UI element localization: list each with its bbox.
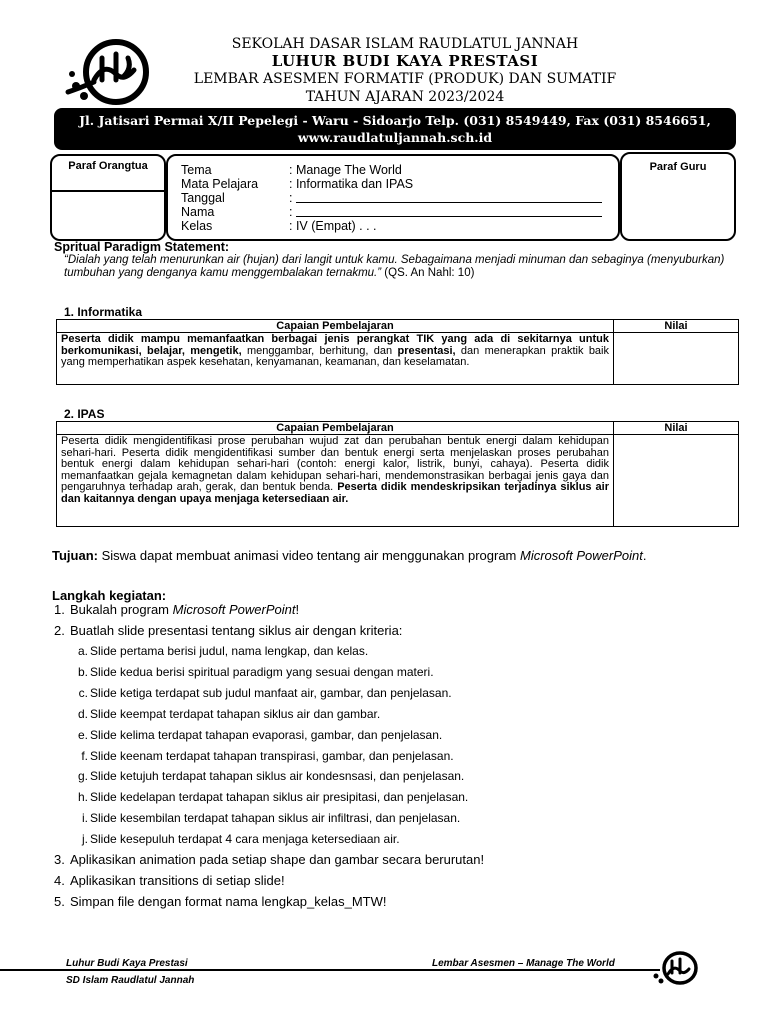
footer-logo-icon: [650, 950, 700, 986]
student-info-box: [166, 154, 620, 241]
school-motto: LUHUR BUDI KAYA PRESTASI: [271, 52, 539, 70]
spiritual-title: Spritual Paradigm Statement:: [54, 240, 230, 254]
ipas-nilai-cell[interactable]: [614, 435, 739, 527]
step-1: 1. Bukalah program Microsoft PowerPoint!: [54, 602, 300, 617]
website-text: www.raudlatuljannah.sch.id: [297, 130, 493, 145]
criteria-item: b. Slide kedua berisi spiritual paradigm yang sesuai dengan materi.: [77, 665, 434, 679]
table-header-nilai: Nilai: [614, 422, 739, 435]
criteria-item: i. Slide kesembilan terdapat tahapan siklus air infiltrasi, dan penjelasan.: [82, 811, 461, 825]
address-banner: [54, 108, 736, 150]
footer-school: SD Islam Raudlatul Jannah: [66, 975, 195, 986]
table-header-nilai: Nilai: [614, 320, 739, 333]
academic-year: TAHUN AJARAN 2023/2024: [305, 89, 505, 105]
info-row-mapel: Mata Pelajara : Informatika dan IPAS: [181, 177, 414, 191]
criteria-item: h. Slide kedelapan terdapat tahapan siklus air presipitasi, dan penjelasan.: [77, 790, 469, 804]
nama-field[interactable]: [296, 205, 602, 217]
informatika-capaian: Peserta didik mampu memanfaatkan berbagai jenis perangkat TIK yang ada di sekitarnya untuk berkomunikasi, belajar, mengetik, menggambar, berhitung, dan presentasi, dan menerapkan praktik baik yang memperhatikan aspek kesehatan, kenyamanan, keamanan, dan keselamatan.: [57, 333, 614, 385]
table-header-capaian: Capaian Pembelajaran: [57, 422, 614, 435]
paraf-orangtua-label: Paraf Orangtua: [52, 156, 164, 192]
section-informatika-title: 1. Informatika: [64, 305, 143, 319]
criteria-item: f. Slide keenam terdapat tahapan transpirasi, gambar, dan penjelasan.: [81, 749, 454, 763]
criteria-item: g. Slide ketujuh terdapat tahapan siklus air kondesnsasi, dan penjelasan.: [77, 769, 465, 783]
footer-motto: Luhur Budi Kaya Prestasi: [66, 958, 188, 969]
criteria-item: a. Slide pertama berisi judul, nama lengkap, dan kelas.: [77, 644, 369, 658]
spiritual-quote: “Dialah yang telah menurunkan air (hujan) dari langit untuk kamu. Sebagaimana menjadi minuman dan sebaginya (menyuburkan) tumbuhan yang denganya kamu menggembalakan ternakmu.” (QS. An Nahl: 10): [64, 254, 725, 279]
info-row-tanggal: Tanggal :: [181, 191, 618, 205]
langkah-title: Langkah kegiatan:: [52, 588, 167, 603]
ipas-capaian: Peserta didik mengidentifikasi prose perubahan wujud zat dan perubahan bentuk energi dalam kehidupan sehari-hari. Peserta didik mengidentifikasi sumber dan bentuk energi serta menjelaskan proses perubahan bentuk energi dalam kehidupan sehari-hari (contoh: energi kalor, listrik, bunyi, cahaya). Peserta didik memanfaatkan gejala kemagnetan dalam kehidupan sehari-hari, mendemonstrasikan berbagai jenis gaya dan pengaruhnya terhadap arah, gerak, dan bentuk benda. Peserta didik mendeskripsikan terjadinya siklus air dan kaitannya dengan upaya menjaga ketersediaan air.: [57, 435, 614, 527]
footer-sheet-title: Lembar Asesmen – Manage The World: [432, 958, 615, 969]
informatika-nilai-cell[interactable]: [614, 333, 739, 385]
criteria-item: d. Slide keempat terdapat tahapan siklus air dan gambar.: [77, 707, 381, 721]
info-row-tema: Tema : Manage The World: [181, 163, 402, 177]
informatika-table: [56, 319, 739, 385]
tanggal-field[interactable]: [296, 191, 602, 203]
step-3: 3. Aplikasikan animation pada setiap shape dan gambar secara berurutan!: [54, 852, 485, 867]
footer-divider: [0, 969, 660, 971]
school-logo-icon: [64, 36, 152, 106]
ipas-table: [56, 421, 739, 527]
paraf-guru-box: [620, 152, 736, 241]
table-header-capaian: Capaian Pembelajaran: [57, 320, 614, 333]
tujuan-text: Tujuan: Siswa dapat membuat animasi video tentang air menggunakan program Microsoft PowerPoint.: [52, 548, 647, 563]
step-4: 4. Aplikasikan transitions di setiap slide!: [54, 873, 285, 888]
step-2: 2. Buatlah slide presentasi tentang siklus air dengan kriteria:: [54, 623, 403, 638]
paraf-guru-label: Paraf Guru: [649, 161, 707, 173]
step-5: 5. Simpan file dengan format nama lengkap_kelas_MTW!: [54, 894, 387, 909]
info-row-nama: Nama :: [181, 205, 618, 219]
info-row-kelas: Kelas : IV (Empat) . . .: [181, 219, 377, 233]
sheet-title: LEMBAR ASESMEN FORMATIF (PRODUK) DAN SUMATIF: [193, 71, 617, 87]
criteria-item: e. Slide kelima terdapat tahapan evaporasi, gambar, dan penjelasan.: [77, 728, 443, 742]
criteria-item: j. Slide kesepuluh terdapat 4 cara menjaga ketersediaan air.: [82, 832, 400, 846]
section-ipas-title: 2. IPAS: [64, 407, 105, 421]
criteria-item: c. Slide ketiga terdapat sub judul manfaat air, gambar, dan penjelasan.: [78, 686, 452, 700]
address-text: Jl. Jatisari Permai X/II Pepelegi - Waru - Sidoarjo Telp. (031) 8549449, Fax (031) 8546651,: [79, 113, 711, 128]
paraf-orangtua-box: [50, 154, 166, 241]
school-name: SEKOLAH DASAR ISLAM RAUDLATUL JANNAH: [231, 36, 579, 52]
